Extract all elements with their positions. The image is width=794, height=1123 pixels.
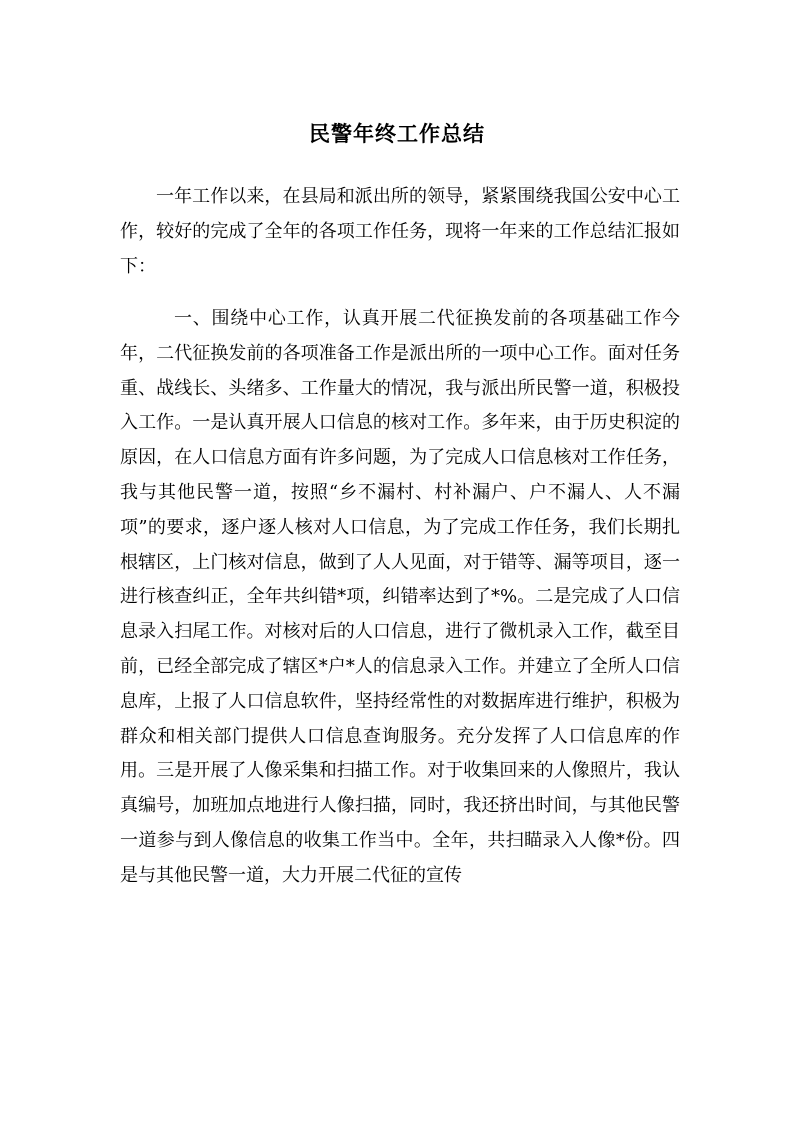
paragraph-section-one: 一、围绕中心工作，认真开展二代征换发前的各项基础工作今年，二代征换发前的各项准备工作是派出所的一项中心工作。面对任务重、战线长、头绪多、工作量大的情况，我与派出所民警一道，积极投入工作。一是认真开展人口信息的核对工作。多年来，由于历史积淀的原因，在人口信息方面有许多问题，为了完成人口信息核对工作任务，我与其他民警一道，按照“乡不漏村、村补漏户、户不漏人、人不漏项”的要求，逐户逐人核对人口信息，为了完成工作任务，我们长期扎根辖区，上门核对信息，做到了人人见面，对于错等、漏等项目，逐一进行核查纠正，全年共纠错*项，纠错率达到了*%。二是完成了人口信息录入扫尾工作。对核对后的人口信息，进行了微机录入工作，截至目前，已经全部完成了辖区*户*人的信息录入工作。并建立了全所人口信息库，上报了人口信息软件，坚持经常性的对数据库进行维护，积极为群众和相关部门提供人口信息查询服务。充分发挥了人口信息库的作用。三是开展了人像采集和扫描工作。对于收集回来的人像照片，我认真编号，加班加点地进行人像扫描，同时，我还挤出时间，与其他民警一道参与到人像信息的收集工作当中。全年，共扫瞄录入人像*份。四是与其他民警一道，大力开展二代征的宣传 [120,308,680,886]
document-title: 民警年终工作总结 [309,121,485,146]
paragraph-intro: 一年工作以来，在县局和派出所的领导，紧紧围绕我国公安中心工作，较好的完成了全年的各项工作任务，现将一年来的工作总结汇报如下： [120,186,680,277]
